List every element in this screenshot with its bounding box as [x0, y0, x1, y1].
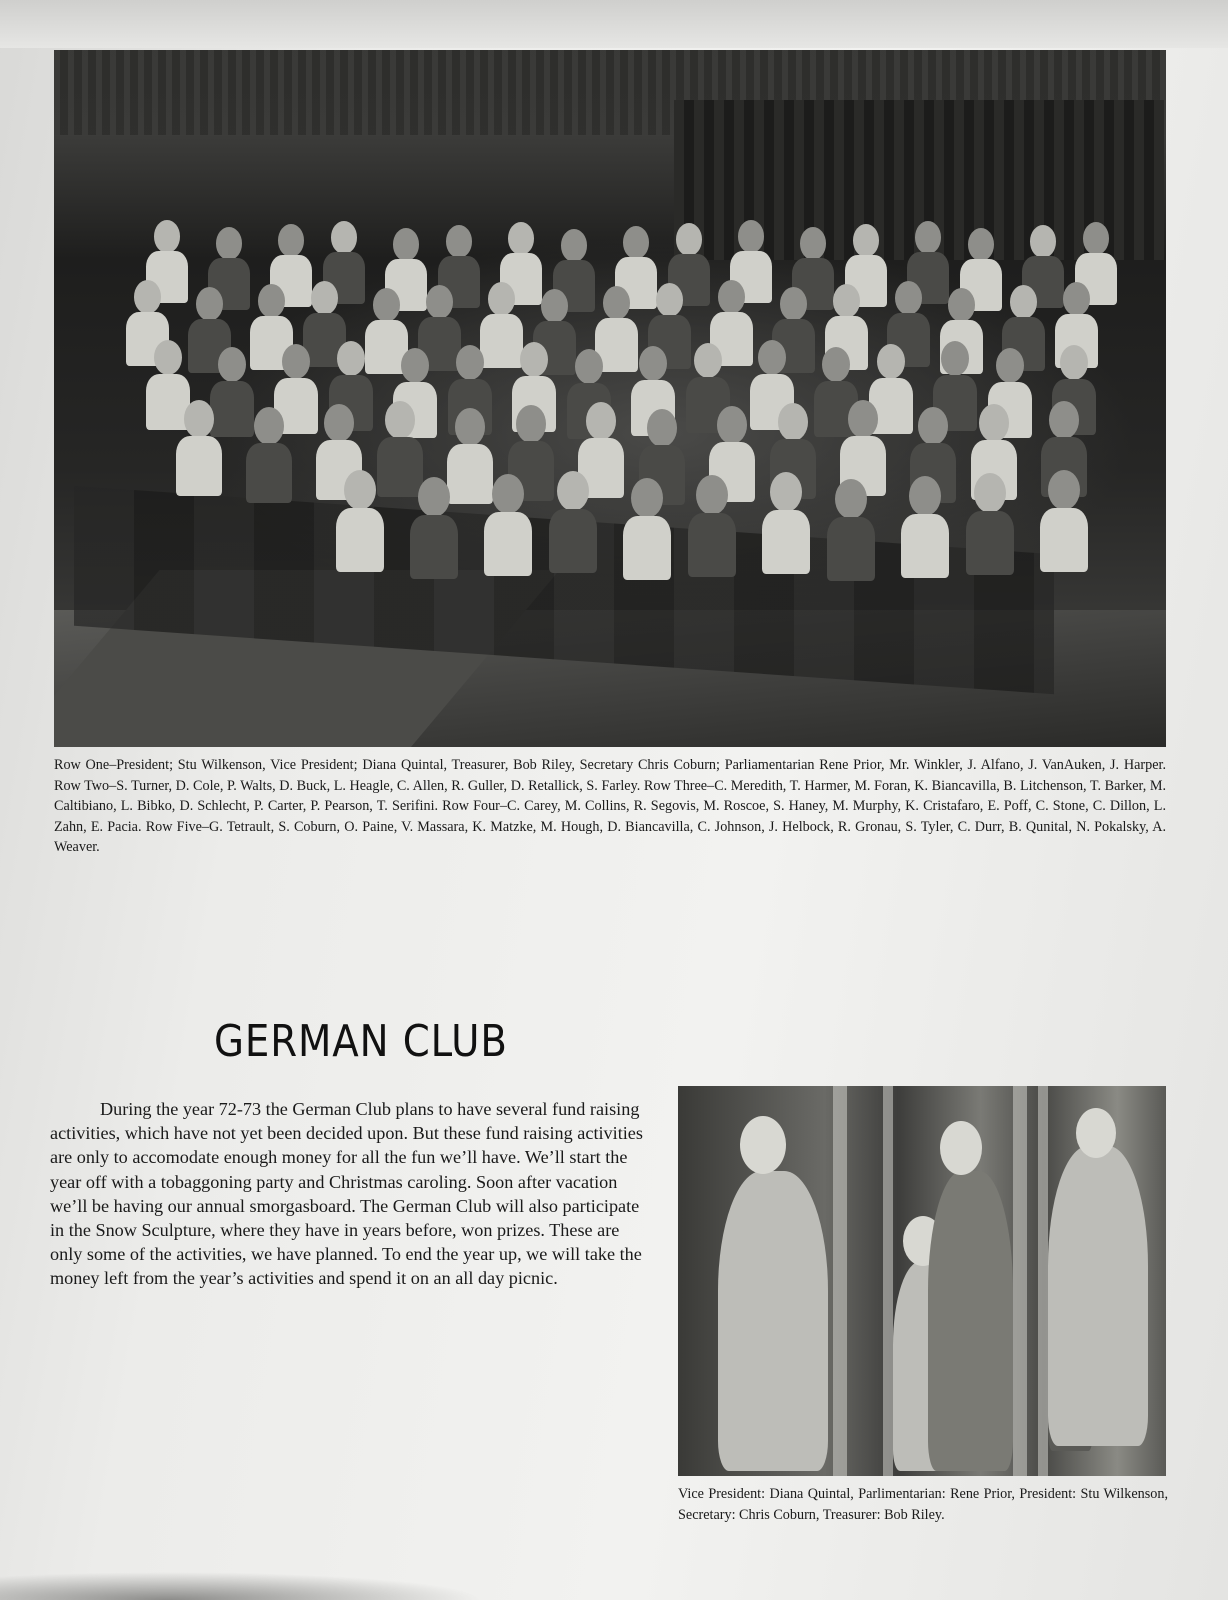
- member-head: [393, 228, 419, 261]
- member-head: [575, 349, 603, 384]
- member-head: [1030, 225, 1056, 258]
- member-head: [373, 288, 400, 322]
- officer-figure: [1048, 1146, 1148, 1446]
- member-head: [780, 287, 807, 321]
- member-head: [848, 400, 878, 438]
- member-head: [974, 473, 1006, 513]
- member-head: [656, 283, 683, 317]
- member-head: [557, 471, 589, 511]
- member-head: [623, 226, 649, 259]
- officers-photo: [678, 1086, 1166, 1476]
- member-head: [979, 404, 1009, 442]
- member-head: [331, 221, 357, 254]
- member-head: [134, 280, 161, 314]
- member-head: [154, 340, 182, 375]
- member-head: [738, 220, 764, 253]
- member-head: [909, 476, 941, 516]
- member-head: [401, 348, 429, 383]
- member-head: [520, 342, 548, 377]
- member-body: [762, 510, 810, 574]
- member-head: [718, 280, 745, 314]
- member-head: [717, 406, 747, 444]
- member-head: [1049, 401, 1079, 439]
- member-body: [246, 443, 292, 503]
- member-body: [377, 437, 423, 497]
- member-head: [541, 289, 568, 323]
- member-head: [603, 286, 630, 320]
- member-head: [196, 287, 223, 321]
- officer-head: [740, 1116, 786, 1174]
- member-head: [586, 402, 616, 440]
- member-head: [218, 347, 246, 382]
- member-head: [344, 470, 376, 510]
- door-frame: [833, 1086, 847, 1476]
- member-head: [996, 348, 1024, 383]
- member-head: [853, 224, 879, 257]
- member-head: [311, 281, 338, 315]
- member-head: [455, 408, 485, 446]
- member-head: [1048, 470, 1080, 510]
- member-head: [877, 344, 905, 379]
- member-head: [282, 344, 310, 379]
- page-shadow: [0, 1560, 560, 1600]
- member-head: [822, 347, 850, 382]
- member-head: [508, 222, 534, 255]
- door-frame: [883, 1086, 893, 1476]
- member-head: [835, 479, 867, 519]
- door-frame: [1038, 1086, 1048, 1476]
- member-head: [385, 401, 415, 439]
- member-head: [254, 407, 284, 445]
- member-body: [176, 436, 222, 496]
- member-head: [516, 405, 546, 443]
- club-members-crowd: [114, 220, 1114, 690]
- officer-figure: [928, 1171, 1013, 1471]
- member-head: [918, 407, 948, 445]
- member-head: [1063, 282, 1090, 316]
- member-body: [410, 515, 458, 579]
- member-head: [426, 285, 453, 319]
- member-body: [688, 513, 736, 577]
- member-body: [901, 514, 949, 578]
- door-frame: [1013, 1086, 1027, 1476]
- member-head: [778, 403, 808, 441]
- member-head: [948, 288, 975, 322]
- member-body: [1040, 508, 1088, 572]
- member-head: [639, 346, 667, 381]
- member-body: [549, 509, 597, 573]
- member-head: [492, 474, 524, 514]
- member-head: [278, 224, 304, 257]
- group-photo: [54, 50, 1166, 747]
- member-head: [941, 341, 969, 376]
- member-body: [447, 444, 493, 504]
- member-body: [210, 381, 254, 437]
- officer-figure: [718, 1171, 828, 1471]
- member-head: [647, 409, 677, 447]
- member-head: [324, 404, 354, 442]
- member-head: [488, 282, 515, 316]
- member-head: [676, 223, 702, 256]
- officers-photo-caption: Vice President: Diana Quintal, Parlimentarian: Rene Prior, President: Stu Wilkenson, Secretary: Chris Coburn, Treasurer: Bob Riley.: [678, 1486, 1168, 1523]
- member-head: [631, 478, 663, 518]
- member-head: [758, 340, 786, 375]
- member-body: [623, 516, 671, 580]
- member-head: [895, 281, 922, 315]
- member-head: [446, 225, 472, 258]
- member-head: [800, 227, 826, 260]
- member-head: [418, 477, 450, 517]
- member-body: [484, 512, 532, 576]
- member-head: [1010, 285, 1037, 319]
- member-head: [1083, 222, 1109, 255]
- officer-head: [1076, 1108, 1116, 1158]
- article-title: GERMAN CLUB: [214, 1016, 508, 1067]
- member-head: [561, 229, 587, 262]
- member-head: [456, 345, 484, 380]
- member-head: [915, 221, 941, 254]
- member-head: [154, 220, 180, 253]
- member-head: [833, 284, 860, 318]
- member-head: [694, 343, 722, 378]
- officer-head: [940, 1121, 982, 1175]
- member-head: [968, 228, 994, 261]
- member-body: [480, 314, 523, 368]
- group-photo-caption: Row One–President; Stu Wilkenson, Vice President; Diana Quintal, Treasurer, Bob Riley, Secretary Chris Coburn; Parliamentarian Rene Prior, Mr. Winkler, J. Alfano, J. VanAuken, J. Harper. Row Two–S. Turner, D. Cole, P. Walts, D. Buck, L. Heagle, C. Allen, R. Guller, D. Retallick, S. Farley. Row Three–C. Meredith, T. Harmer, M. Foran, K. Biancavilla, B. Litchenson, T. Barker, M. Caltibiano, L. Bibko, D. Schlecht, P. Carter, P. Pearson, T. Serifini. Row Four–C. Carey, M. Collins, R. Segovis, M. Roscoe, S. Haney, M. Murphy, K. Cristafaro, E. Poff, C. Stone, C. Dillon, L. Zahn, E. Pacia. Row Five–G. Tetrault, S. Coburn, O. Paine, V. Massara, K. Matzke, M. Hough, D. Biancavilla, C. Johnson, J. Helbock, R. Gronau, S. Tyler, C. Durr, B. Qunital, N. Pokalsky, A. Weaver.: [54, 757, 1166, 856]
- member-head: [1060, 345, 1088, 380]
- article-body-text: During the year 72-73 the German Club plans to have several fund raising activities, which have not yet been decided upon. But these fund raising activities are only to accomodate enough money for all the fun we’ll have. We’ll start the year off with a tobaggoning party and Christmas caroling. Soon after vacation we’ll be having our annual smorgasboard. The German Club will also participate in the Snow Sculpture, where they have in years before, won prizes. These are only some of the activities, we have planned. To end the year up, we will take the money left from the year’s activities and spend it on an all day picnic.: [50, 1099, 643, 1289]
- article-body: [50, 1097, 655, 1291]
- member-head: [216, 227, 242, 260]
- member-head: [696, 475, 728, 515]
- member-head: [184, 400, 214, 438]
- member-body: [336, 508, 384, 572]
- member-head: [770, 472, 802, 512]
- member-head: [337, 341, 365, 376]
- member-head: [258, 284, 285, 318]
- member-body: [827, 517, 875, 581]
- member-body: [966, 511, 1014, 575]
